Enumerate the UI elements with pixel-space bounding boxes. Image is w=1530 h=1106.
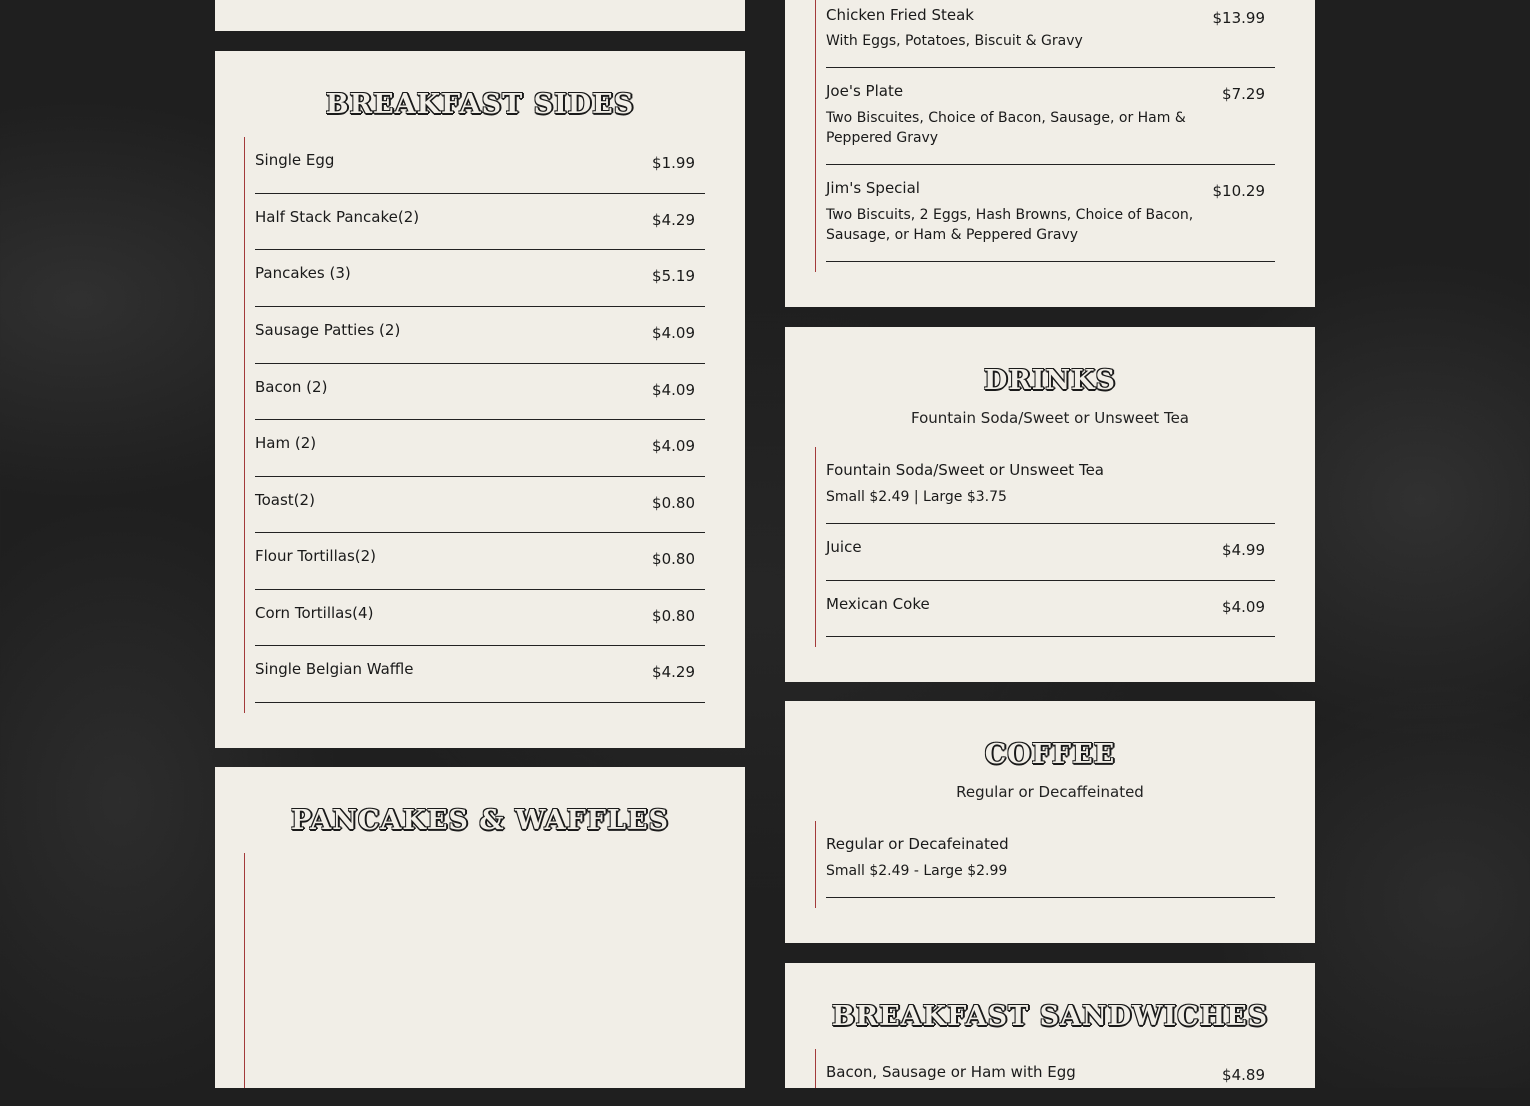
pancakes-waffles-list bbox=[244, 853, 705, 1088]
item-price: $4.09 bbox=[652, 437, 695, 455]
breakfast-sandwiches-list bbox=[815, 1049, 1275, 1088]
item-price: $13.99 bbox=[1212, 9, 1265, 27]
item-price: $0.80 bbox=[652, 607, 695, 625]
item-description: Two Biscuits, 2 Eggs, Hash Browns, Choice of Bacon, Sausage, or Ham & Peppered Gravy bbox=[826, 207, 1194, 243]
breakfast-sandwiches-card bbox=[785, 963, 1315, 1088]
item-price: $4.29 bbox=[652, 211, 695, 229]
item-name: Mexican Coke bbox=[826, 595, 930, 613]
item-price: $1.99 bbox=[652, 154, 695, 172]
item-name: Half Stack Pancake(2) bbox=[255, 208, 420, 226]
item-name: Single Egg bbox=[255, 151, 335, 169]
breakfast-plates-card bbox=[785, 0, 1315, 307]
item-price: $4.09 bbox=[652, 381, 695, 399]
item-name: Chicken Fried Steak bbox=[826, 6, 974, 24]
item-price: $7.29 bbox=[1222, 85, 1265, 103]
item-name: Joe's Plate bbox=[826, 82, 904, 100]
item-name: Bacon, Sausage or Ham with Egg bbox=[826, 1063, 1076, 1081]
coffee-title: COFFEE bbox=[984, 739, 1116, 770]
menu-item[interactable] bbox=[255, 477, 705, 533]
menu-item[interactable] bbox=[826, 0, 1275, 68]
item-name: Ham (2) bbox=[255, 434, 317, 452]
item-name: Single Belgian Waffle bbox=[255, 660, 414, 678]
drinks-list bbox=[815, 447, 1275, 647]
menu-item[interactable] bbox=[255, 533, 705, 590]
item-price: $4.99 bbox=[1222, 541, 1265, 559]
menu-item[interactable] bbox=[826, 1049, 1275, 1106]
drinks-subtitle: Fountain Soda/Sweet or Unsweet Tea bbox=[911, 409, 1189, 427]
menu-item[interactable] bbox=[255, 590, 705, 646]
menu-item[interactable] bbox=[826, 165, 1275, 262]
breakfast-sides-card bbox=[215, 51, 745, 748]
item-price: $4.89 bbox=[1222, 1066, 1265, 1084]
item-name: Fountain Soda/Sweet or Unsweet Tea bbox=[826, 461, 1104, 479]
menu-item[interactable] bbox=[255, 250, 705, 307]
item-price: $5.19 bbox=[652, 267, 695, 285]
drinks-title: DRINKS bbox=[983, 365, 1117, 396]
item-name: Toast(2) bbox=[255, 491, 315, 509]
breakfast-sides-list bbox=[244, 137, 705, 713]
item-price: $10.29 bbox=[1212, 182, 1265, 200]
menu-item[interactable] bbox=[255, 364, 705, 420]
item-description: Two Biscuites, Choice of Bacon, Sausage, or Ham & Peppered Gravy bbox=[826, 110, 1186, 146]
drinks-card bbox=[785, 327, 1315, 682]
item-name: Sausage Patties (2) bbox=[255, 321, 401, 339]
item-name: Flour Tortillas(2) bbox=[255, 547, 377, 565]
item-name: Pancakes (3) bbox=[255, 264, 351, 282]
menu-item[interactable] bbox=[826, 447, 1275, 524]
item-price: $4.09 bbox=[1222, 598, 1265, 616]
item-price: $4.29 bbox=[652, 663, 695, 681]
item-price: $4.09 bbox=[652, 324, 695, 342]
item-description: With Eggs, Potatoes, Biscuit & Gravy bbox=[826, 33, 1083, 49]
item-description: Small $2.49 - Large $2.99 bbox=[826, 863, 1008, 879]
menu-item[interactable] bbox=[255, 194, 705, 250]
item-name: Corn Tortillas(4) bbox=[255, 604, 374, 622]
menu-item[interactable] bbox=[826, 524, 1275, 581]
menu-item[interactable] bbox=[255, 137, 705, 194]
coffee-subtitle: Regular or Decaffeinated bbox=[956, 783, 1144, 801]
item-name: Jim's Special bbox=[826, 179, 920, 197]
coffee-card bbox=[785, 701, 1315, 943]
menu-item[interactable] bbox=[826, 68, 1275, 165]
menu-item[interactable] bbox=[255, 307, 705, 364]
menu-item[interactable] bbox=[255, 420, 705, 477]
item-price: $0.80 bbox=[652, 550, 695, 568]
breakfast-plates-list bbox=[815, 0, 1275, 272]
pancakes-waffles-title: PANCAKES & WAFFLES bbox=[290, 805, 670, 836]
menu-item[interactable] bbox=[826, 581, 1275, 637]
breakfast-sandwiches-title: BREAKFAST SANDWICHES bbox=[831, 1001, 1269, 1032]
menu-item[interactable] bbox=[826, 821, 1275, 898]
item-price: $0.80 bbox=[652, 494, 695, 512]
coffee-list bbox=[815, 821, 1275, 908]
item-name: Juice bbox=[826, 538, 862, 556]
pancakes-waffles-card bbox=[215, 767, 745, 1088]
breakfast-sides-title: BREAKFAST SIDES bbox=[325, 89, 635, 120]
menu-item[interactable] bbox=[255, 646, 705, 703]
item-description: Small $2.49 | Large $3.75 bbox=[826, 489, 1007, 505]
top-left-card-remnant bbox=[215, 0, 745, 31]
item-name: Regular or Decafeinated bbox=[826, 835, 1009, 853]
item-name: Bacon (2) bbox=[255, 378, 328, 396]
